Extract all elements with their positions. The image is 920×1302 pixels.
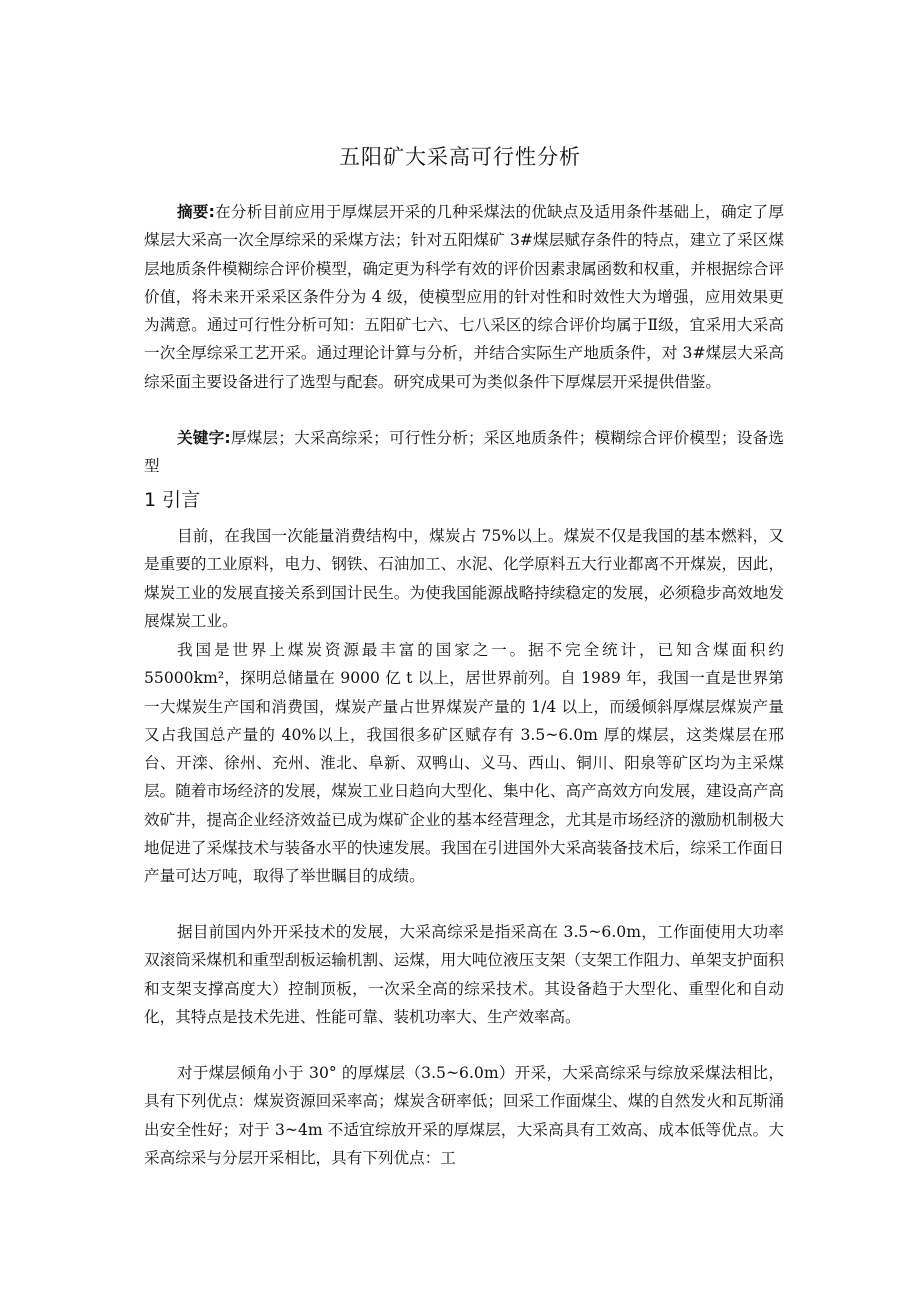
abstract-text: 在分析目前应用于厚煤层开采的几种采煤法的优缺点及适用条件基础上，确定了厚煤层大采高一次全厚综采的采煤方法；针对五阳煤矿 3#煤层赋存条件的特点，建立了采区煤层地质条件模糊综合评价模型，确定更为科学有效的评价因素隶属函数和权重，并根据综合评价值，将未来开采采区条件分为 4 级，使模型应用的针对性和时效性大为增强，应用效果更为满意。通过可行性分析可知：五阳矿七六、七八采区的综合评价均属于Ⅱ级，宜采用大采高一次全厚综采工艺开采。通过理论计算与分析，并结合实际生产地质条件，对 3#煤层大采高综采面主要设备进行了选型与配套。研究成果可为类似条件下厚煤层开采提供借鉴。 <box>144 203 784 391</box>
section-heading: 1 引言 <box>144 489 201 511</box>
body-paragraph-1: 目前，在我国一次能量消费结构中，煤炭占 75%以上。煤炭不仅是我国的基本燃料，又是重要的工业原料，电力、钢铁、石油加工、水泥、化学原料五大行业都离不开煤炭，因此，煤炭工业的发展直接关系到国计民生。为使我国能源战略持续稳定的发展，必须稳步高效地发展煤炭工业。 <box>144 527 784 630</box>
abstract-label: 摘要: <box>177 203 215 221</box>
body-paragraph-4: 对于煤层倾角小于 30° 的厚煤层（3.5~6.0m）开采，大采高综采与综放采煤法相比，具有下列优点：煤炭资源回采率高；煤炭含研率低；回采工作面煤尘、煤的自然发火和瓦斯涌出安全性好；对于 3~4m 不适宜综放开采的厚煤层，大采高具有工效高、成本低等优点。大采高综采与分层开采相比，具有下列优点：工 <box>144 1064 784 1167</box>
body-paragraph-3: 据目前国内外开采技术的发展，大采高综采是指采高在 3.5~6.0m，工作面使用大功率双滚筒采煤机和重型刮板运输机割、运煤，用大吨位液压支架（支架工作阻力、单架支护面积和支架支撑高度大）控制顶板，一次采全高的综采技术。其设备趋于大型化、重型化和自动化，其特点是技术先进、性能可靠、装机功率大、生产效率高。 <box>144 923 784 1026</box>
keywords-label: 关键字: <box>177 429 231 447</box>
body-paragraph-2: 我国是世界上煤炭资源最丰富的国家之一。据不完全统计，已知含煤面积约 55000km²，探明总储量在 9000 亿 t 以上，居世界前列。自 1989 年，我国一直是世界第一大煤炭生产国和消费国，煤炭产量占世界煤炭产量的 1/4 以上，而缓倾斜厚煤层煤炭产量又占我国总产量的 40%以上，我国很多矿区赋存有 3.5~6.0m 厚的煤层，这类煤层在邢台、开滦、徐州、充州、淮北、阜新、双鸭山、义马、西山、铜川、阳泉等矿区均为主采煤层。随着市场经济的发展，煤炭工业日趋向大型化、集中化、高产高效方向发展，建设高产高效矿井，提高企业经济效益已成为煤矿企业的基本经营理念，尤其是市场经济的激励机制极大地促进了采煤技术与装备水平的快速发展。我国在引进国外大采高装备技术后，综采工作面日产量可达万吨，取得了举世瞩目的成绩。 <box>144 641 784 886</box>
abstract-paragraph <box>144 198 784 396</box>
keywords-text: 厚煤层；大采高综采；可行性分析；采区地质条件；模糊综合评价模型；设备选型 <box>144 429 784 476</box>
keywords-paragraph <box>144 424 784 481</box>
document-title: 五阳矿大采高可行性分析 <box>339 145 581 169</box>
